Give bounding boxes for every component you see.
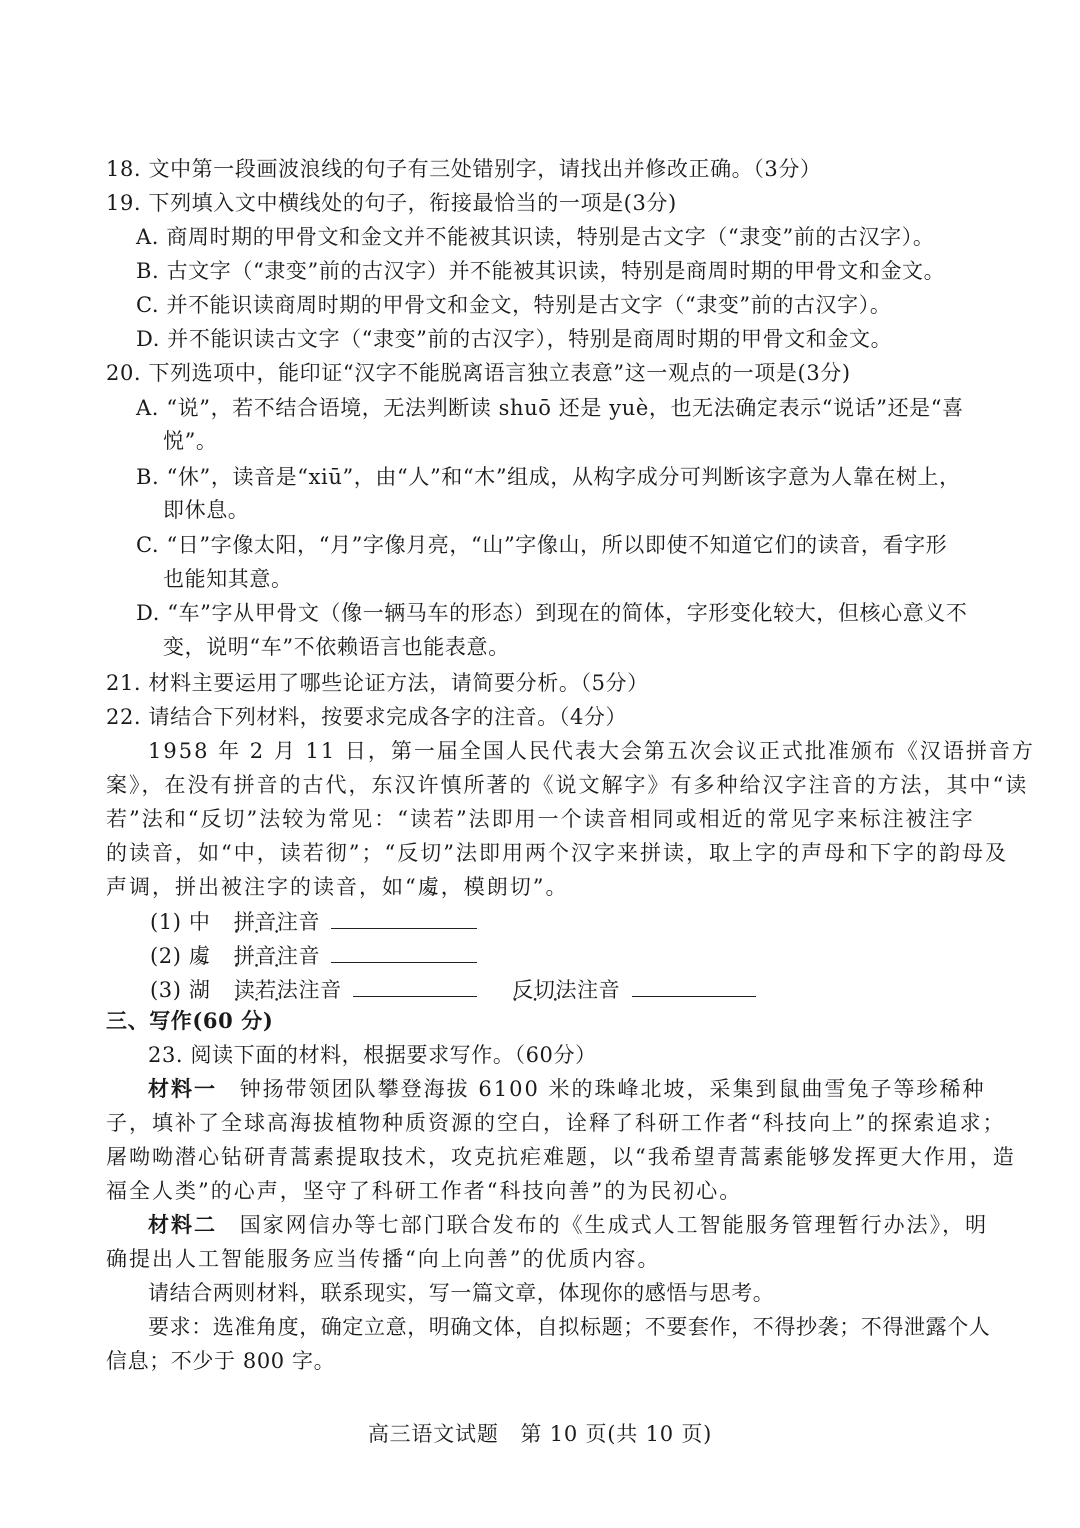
question-18: 18. 文中第一段画波浪线的句子有三处错别字，请找出并修改正确。（3分）	[106, 157, 822, 181]
item-2-answer-blank[interactable]	[331, 940, 477, 963]
question-22-item-2	[150, 940, 477, 971]
material-1-text: 钟扬带领团队攀登海拔 6100 米的珠峰北坡，采集到鼠曲雪兔子等珍稀种	[239, 1077, 986, 1101]
question-20-option-b-line1: B. “休”，读音是“xiū”，由“人”和“木”组成，从构字成分可判断该字意为人靠在树上，	[136, 465, 961, 489]
question-21: 21. 材料主要运用了哪些论证方法，请简要分析。（5分）	[106, 671, 649, 695]
question-20-option-c-line1: C. “日”字像太阳，“月”字像月亮，“山”字像山，所以即使不知道它们的读音，看字形	[136, 533, 948, 557]
material-2-text: 国家网信办等七部门联合发布的《生成式人工智能服务管理暂行办法》，明	[239, 1213, 989, 1237]
question-22-item-3	[150, 974, 756, 1005]
material-2-label: 材料二	[148, 1212, 217, 1237]
question-20-stem: 20. 下列选项中，能印证“汉字不能脱离语言独立表意”这一观点的一项是(3分)	[106, 361, 851, 385]
question-20-option-c-line2: 也能知其意。	[163, 567, 293, 591]
question-19-option-c: C. 并不能识读商周时期的甲骨文和金文，特别是古文字（“隶变”前的古汉字）。	[136, 293, 892, 317]
item-3-char: (3) 湖	[150, 978, 211, 1002]
item-3-label-fanqie: 反切法注音 • • •	[512, 978, 620, 1002]
question-19-option-d: D. 并不能识读古文字（“隶变”前的古汉字），特别是商周时期的甲骨文和金文。	[136, 327, 893, 351]
question-20-option-d-line1: D. “车”字从甲骨文（像一辆马车的形态）到现在的简体，字形变化较大，但核心意义不	[136, 601, 968, 625]
item-1-label: 拼音注音 • • •	[234, 910, 320, 934]
question-22-material-line1: 1958 年 2 月 11 日，第一届全国人民代表大会第五次会议正式批准颁布《汉语拼音方	[148, 739, 1035, 763]
material-1-line3: 屠呦呦潜心钻研青蒿素提取技术，攻克抗疟难题，以“我希望青蒿素能够发挥更大作用，造	[106, 1145, 1016, 1169]
item-3-fanqie-answer-blank[interactable]	[632, 974, 756, 997]
question-20-option-d-line2: 变，说明“车”不依赖语言也能表意。	[163, 635, 510, 659]
material-1-line2: 子，填补了全球高海拔植物种质资源的空白，诠释了科研工作者“科技向上”的探索追求；	[106, 1111, 1006, 1135]
question-19-option-b: B. 古文字（“隶变”前的古汉字）并不能被其识读，特别是商周时期的甲骨文和金文。	[136, 259, 946, 283]
item-1-answer-blank[interactable]	[331, 906, 477, 929]
section-3-heading: 三、写作(60 分)	[106, 1008, 274, 1033]
question-22-item-1	[150, 906, 477, 937]
writing-requirements-line1: 要求：选准角度，确定立意，明确文体，自拟标题；不要套作，不得抄袭；不得泄露个人	[148, 1315, 991, 1339]
material-2-line1	[148, 1210, 988, 1240]
material-2-line2: 确提出人工智能服务应当传播“向上向善”的优质内容。	[106, 1247, 661, 1271]
question-22-material-line3: 若”法和“反切”法较为常见：“读若”法即用一个读音相同或相近的常见字来标注被注字	[106, 807, 975, 831]
item-1-char: (1) 中	[150, 910, 211, 934]
question-22-material-line4: 的读音，如“中，读若彻”；“反切”法即用两个汉字来拼读，取上字的声母和下字的韵母及	[106, 841, 1008, 865]
question-20-option-b-line2: 即休息。	[163, 498, 250, 522]
item-2-char: (2) 䖏	[150, 944, 211, 968]
material-1-label: 材料一	[148, 1076, 217, 1101]
writing-task: 请结合两则材料，联系现实，写一篇文章，体现你的感悟与思考。	[148, 1281, 775, 1305]
question-19-option-a: A. 商周时期的甲骨文和金文并不能被其识读，特别是古文字（“隶变”前的古汉字）。	[136, 225, 935, 249]
question-20-option-a-line1: A. “说”，若不结合语境，无法判断读 shuō 还是 yuè，也无法确定表示“说话”还是“喜	[136, 396, 964, 420]
item-2-label: 拼音注音 • • •	[234, 944, 320, 968]
question-22-stem: 22. 请结合下列材料，按要求完成各字的注音。（4分）	[106, 705, 628, 729]
item-3-label-duruo: 读若法注音 • • •	[234, 978, 342, 1002]
material-1-line4: 福全人类”的心声，坚守了科研工作者“科技向善”的为民初心。	[106, 1179, 743, 1203]
material-1-line1	[148, 1074, 985, 1104]
question-19-stem: 19. 下列填入文中横线处的句子，衔接最恰当的一项是(3分)	[106, 191, 677, 215]
question-22-material-line2: 案》，在没有拼音的古代，东汉许慎所著的《说文解字》有多种给汉字注音的方法，其中“读	[106, 773, 1029, 797]
writing-requirements-line2: 信息；不少于 800 字。	[106, 1349, 336, 1373]
question-22-material-line5: 声调，拼出被注字的读音，如“䖏，模朗切”。	[106, 875, 569, 899]
question-23-stem: 23. 阅读下面的材料，根据要求写作。（60分）	[148, 1043, 597, 1067]
item-3-duruo-answer-blank[interactable]	[353, 974, 477, 997]
question-20-option-a-line2: 悦”。	[163, 429, 218, 453]
page-footer: 高三语文试题 第 10 页(共 10 页)	[367, 1422, 713, 1446]
